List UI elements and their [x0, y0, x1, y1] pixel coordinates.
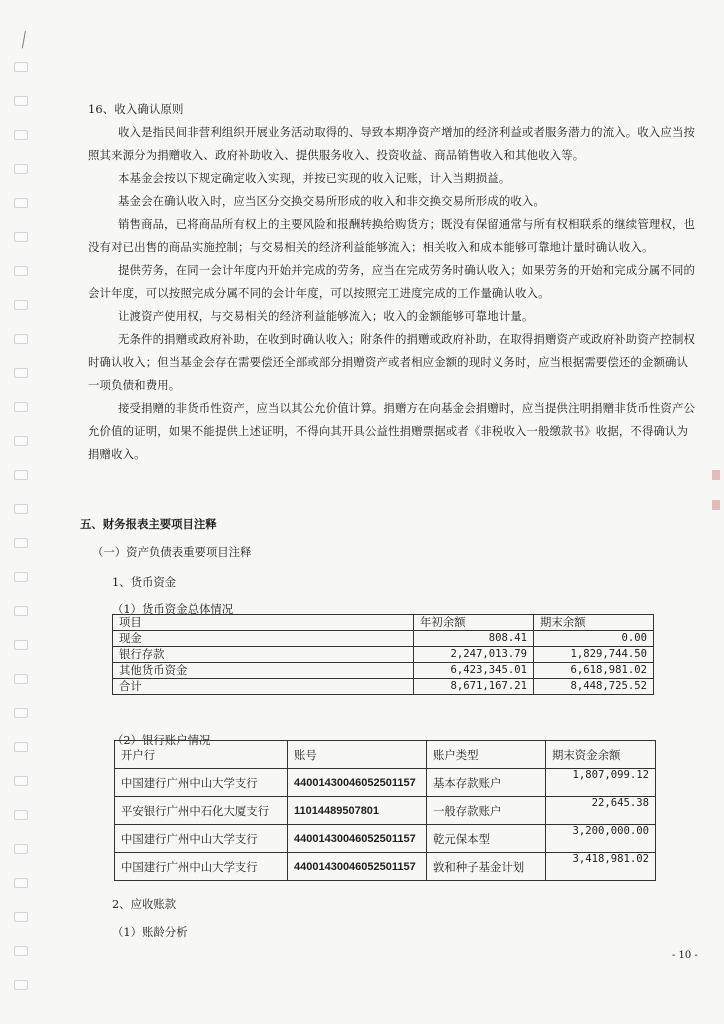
punch-hole — [14, 504, 28, 514]
table-cell: 0.00 — [534, 631, 654, 647]
punch-hole — [14, 300, 28, 310]
table-row — [113, 631, 654, 647]
table-row — [115, 825, 656, 853]
table-cell: 乾元保本型 — [427, 825, 546, 853]
table-header-cell: 期末余额 — [534, 615, 654, 631]
table-cell: 44001430046052501157 — [288, 853, 427, 881]
punch-hole — [14, 640, 28, 650]
table-cell: 11014489507801 — [288, 797, 427, 825]
paragraph-services: 提供劳务，在同一会计年度内开始并完成的劳务，应当在完成劳务时确认收入；如果劳务的开始和完成分属不同的会计年度，可以按照完成分属不同的会计年度，可以按照完工进度完成的工作量确认收入。 — [88, 263, 696, 300]
seal-fragment — [712, 470, 720, 480]
table-cell: 敦和种子基金计划 — [427, 853, 546, 881]
table-cell: 6,423,345.01 — [414, 663, 534, 679]
table-cell: 现金 — [113, 631, 414, 647]
table-cell: 平安银行广州中石化大厦支行 — [115, 797, 288, 825]
punch-hole — [14, 912, 28, 922]
item-monetary-funds: 1、货币资金 — [112, 575, 177, 589]
section-5-title: 五、财务报表主要项目注释 — [80, 517, 217, 531]
bank-accounts-table — [114, 740, 656, 881]
table-row — [115, 853, 656, 881]
table-cell: 1,807,099.12 — [546, 769, 656, 797]
table-cell: 其他货币资金 — [113, 663, 414, 679]
table-header-row — [115, 741, 656, 769]
table-cell: 中国建行广州中山大学支行 — [115, 853, 288, 881]
paragraph-income-definition: 收入是指民间非营利组织开展业务活动取得的、导致本期净资产增加的经济利益或者服务潜力的流入。收入应当按照其来源分为捐赠收入、政府补助收入、提供服务收入、投资收益、商品销售收入和其他收入等。 — [88, 125, 696, 162]
table-row-total — [113, 679, 654, 695]
punch-hole — [14, 198, 28, 208]
table-header-cell: 年初余额 — [414, 615, 534, 631]
punch-hole — [14, 844, 28, 854]
paragraph-noncash-donations: 接受捐赠的非货币性资产，应当以其公允价值计算。捐赠方在向基金会捐赠时，应当提供注明捐赠非货币性资产公允价值的证明，如果不能提供上述证明，不得向其开具公益性捐赠票据或者《非税收入一般缴款书》收据，不得确认为捐赠收入。 — [88, 401, 696, 461]
punch-hole — [14, 436, 28, 446]
table-cell: 8,671,167.21 — [414, 679, 534, 695]
table-cell: 8,448,725.52 — [534, 679, 654, 695]
table-cell: 合计 — [113, 679, 414, 695]
section-16-title: 16、收入确认原则 — [88, 102, 184, 116]
punch-hole — [14, 130, 28, 140]
table-row — [115, 797, 656, 825]
table-cell: 银行存款 — [113, 647, 414, 663]
table1-caption: （1）货币资金总体情况 — [112, 602, 234, 616]
table-header-cell: 开户行 — [115, 741, 288, 769]
punch-hole — [14, 334, 28, 344]
punch-hole — [14, 810, 28, 820]
table-cell: 基本存款账户 — [427, 769, 546, 797]
table-cell: 3,418,981.02 — [546, 853, 656, 881]
pencil-mark: ⟋ — [13, 28, 36, 53]
table-header-cell: 账号 — [288, 741, 427, 769]
punch-hole — [14, 776, 28, 786]
punch-hole — [14, 402, 28, 412]
punch-hole — [14, 266, 28, 276]
punch-hole — [14, 572, 28, 582]
punch-hole — [14, 742, 28, 752]
table-cell: 3,200,000.00 — [546, 825, 656, 853]
table-cell: 6,618,981.02 — [534, 663, 654, 679]
table-cell: 44001430046052501157 — [288, 769, 427, 797]
paragraph-sales: 销售商品，已将商品所有权上的主要风险和报酬转换给购货方；既没有保留通常与所有权相联系的继续管理权，也没有对已出售的商品实施控制；与交易相关的经济利益能够流入；相关收入和成本能够可靠地计量时确认收入。 — [88, 217, 696, 254]
table-cell: 808.41 — [414, 631, 534, 647]
table-header-cell: 项目 — [113, 615, 414, 631]
punch-hole — [14, 708, 28, 718]
table-cell: 一般存款账户 — [427, 797, 546, 825]
punch-hole — [14, 232, 28, 242]
table-header-cell: 账户类型 — [427, 741, 546, 769]
table-cell: 1,829,744.50 — [534, 647, 654, 663]
table-cell: 2,247,013.79 — [414, 647, 534, 663]
paragraph-recognition-rule: 本基金会按以下规定确定收入实现，并按已实现的收入记账，计入当期损益。 — [118, 171, 511, 185]
table2-caption: （2）银行账户情况 — [112, 733, 211, 747]
punch-hole — [14, 96, 28, 106]
section-16 — [88, 98, 696, 466]
punch-hole — [14, 62, 28, 72]
punch-hole — [14, 606, 28, 616]
table-cell: 22,645.38 — [546, 797, 656, 825]
punch-hole — [14, 538, 28, 548]
punch-hole — [14, 470, 28, 480]
table-cell: 44001430046052501157 — [288, 825, 427, 853]
table-row — [113, 663, 654, 679]
table-header-row — [113, 615, 654, 631]
page-number: - 10 - — [672, 950, 698, 961]
paragraph-exchange-distinction: 基金会在确认收入时，应当区分交换交易所形成的收入和非交换交易所形成的收入。 — [118, 194, 546, 208]
paragraph-asset-use: 让渡资产使用权，与交易相关的经济利益能够流入；收入的金额能够可靠地计量。 — [118, 309, 534, 323]
punch-hole — [14, 946, 28, 956]
item-accounts-receivable: 2、应收账款 — [112, 897, 177, 911]
table-row — [115, 769, 656, 797]
table-row — [113, 647, 654, 663]
subsection-balance-sheet: （一）资产负债表重要项目注释 — [92, 545, 252, 559]
punch-hole — [14, 674, 28, 684]
monetary-funds-table — [112, 614, 654, 695]
table-cell: 中国建行广州中山大学支行 — [115, 825, 288, 853]
punch-hole — [14, 878, 28, 888]
table-cell: 中国建行广州中山大学支行 — [115, 769, 288, 797]
punch-hole — [14, 368, 28, 378]
punch-hole — [14, 164, 28, 174]
punch-hole — [14, 980, 28, 990]
seal-fragment — [712, 500, 720, 510]
item-aging-analysis: （1）账龄分析 — [112, 925, 188, 939]
paragraph-donations: 无条件的捐赠或政府补助，在收到时确认收入；附条件的捐赠或政府补助，在取得捐赠资产或政府补助资产控制权时确认收入；但当基金会存在需要偿还全部或部分捐赠资产或者相应金额的现时义务时，应当根据需要偿还的金额确认一项负债和费用。 — [88, 332, 696, 392]
table-header-cell: 期末资金余额 — [546, 741, 656, 769]
